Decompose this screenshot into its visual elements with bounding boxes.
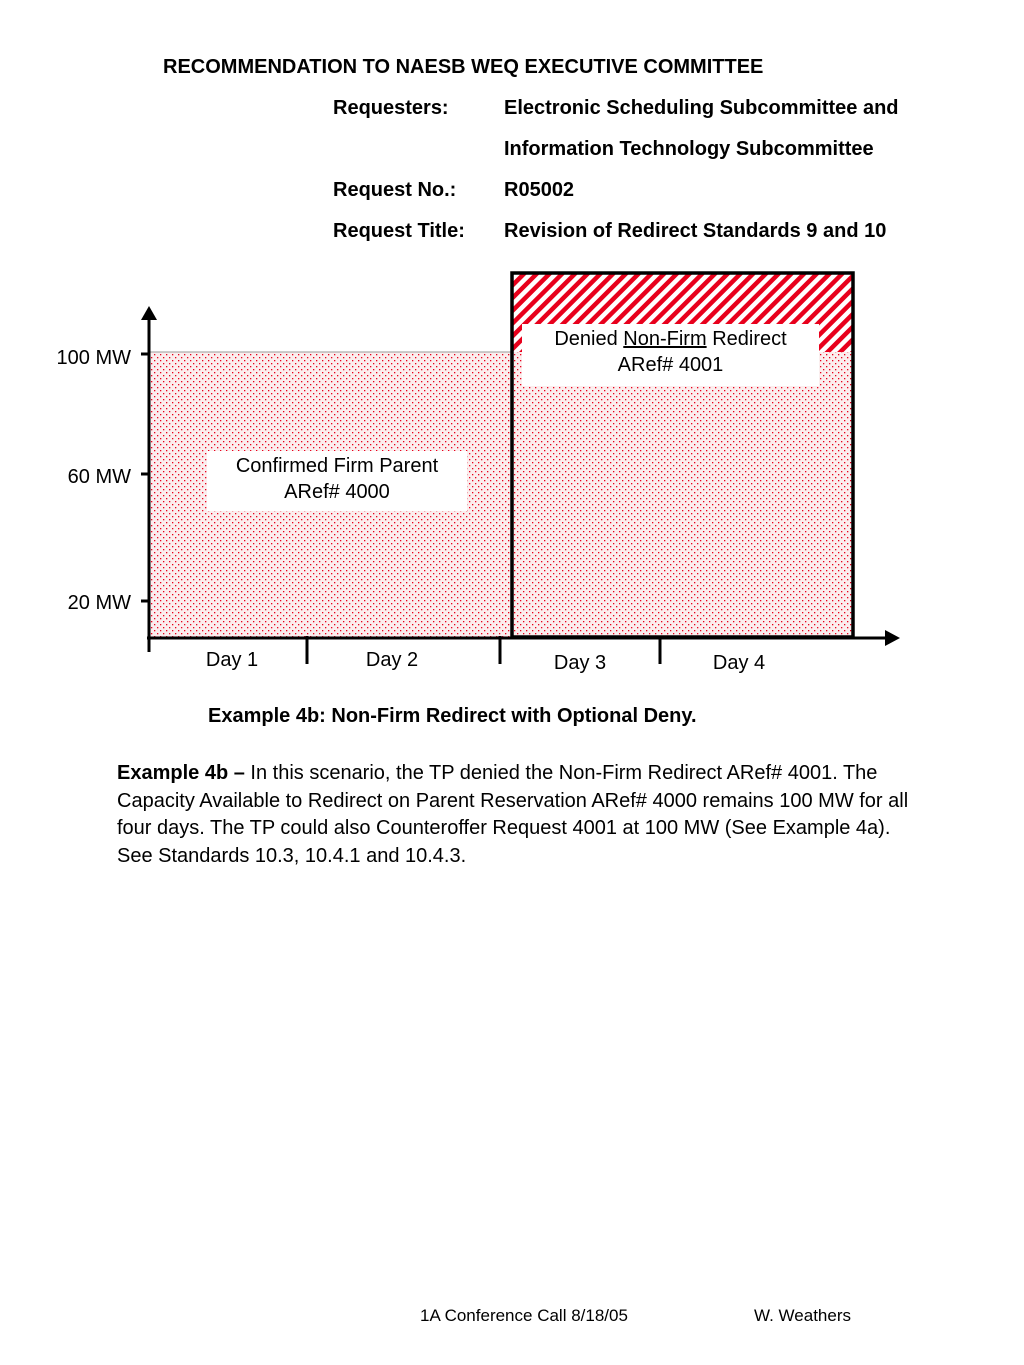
request-number-label: Request No.: (333, 179, 457, 201)
document-title: RECOMMENDATION TO NAESB WEQ EXECUTIVE COMMITTEE (163, 56, 764, 78)
redirect-request-label (522, 324, 819, 386)
redirect-label-line2: ARef# 4001 (617, 354, 724, 376)
y-tick-label-20: 20 MW (67, 592, 131, 614)
x-tick-label-day4: Day 4 (712, 652, 766, 674)
redirect-label-nonfirm: Non-Firm (623, 328, 707, 350)
x-axis-arrow (885, 630, 900, 646)
requesters-label: Requesters: (333, 97, 449, 119)
example-paragraph (117, 760, 917, 870)
redirect-label-redirect: Redirect (712, 328, 787, 350)
capacity-chart (0, 260, 1024, 690)
parent-reservation-label (207, 451, 467, 511)
y-tick-label-60: 60 MW (67, 466, 131, 488)
requesters-value-line2: Information Technology Subcommittee (504, 138, 874, 160)
figure-caption: Example 4b: Non-Firm Redirect with Optional Deny. (208, 705, 697, 727)
x-tick-label-day1: Day 1 (205, 649, 259, 671)
footer-meeting: 1A Conference Call 8/18/05 (420, 1306, 628, 1325)
parent-label-line1: Confirmed Firm Parent (235, 455, 439, 477)
request-number-value: R05002 (504, 179, 575, 201)
example-text: In this scenario, the TP denied the Non-Firm Redirect ARef# 4001. The Capacity Available to Redirect on Parent Reservation ARef# 4000 remains 100 MW for all four days. The TP could also Counteroffer Request 4001 at 100 MW (See Example 4a). See Standards 10.3, 10.4.1 and 10.4.3. (117, 762, 909, 867)
redirect-label-line1 (522, 326, 819, 352)
y-tick-label-100: 100 MW (56, 347, 131, 369)
parent-label-line2: ARef# 4000 (284, 481, 390, 503)
redirect-label-denied: Denied (554, 328, 618, 350)
x-tick-label-day2: Day 2 (365, 649, 419, 671)
y-axis-arrow (141, 306, 157, 320)
x-tick-label-day3: Day 3 (553, 652, 607, 674)
request-title-label: Request Title: (333, 220, 465, 242)
footer-author: W. Weathers (754, 1306, 851, 1325)
request-title-value: Revision of Redirect Standards 9 and 10 (504, 220, 887, 242)
example-lead: Example 4b – (117, 762, 245, 784)
requesters-value: Electronic Scheduling Subcommittee and (504, 97, 899, 119)
